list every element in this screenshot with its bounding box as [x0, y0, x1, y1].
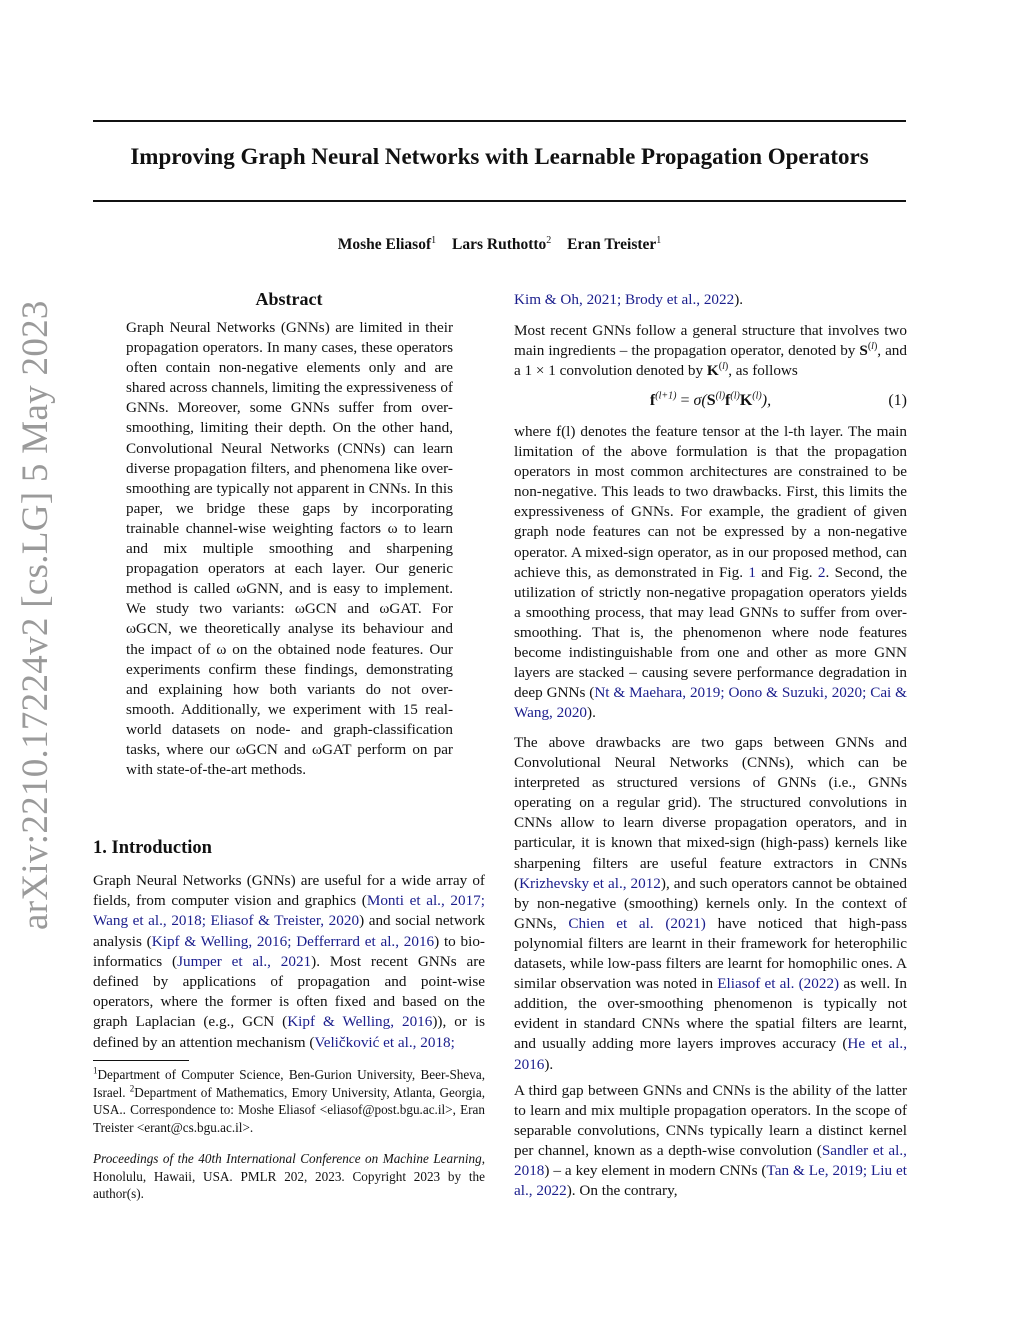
equation-body: $f^{(l+1)} = \sigma(S^{(l)}f^{(l)}K^{(l)})$,: [649, 390, 772, 409]
citation-link[interactable]: Tan & Le, 2019; Liu et al., 2022: [514, 1162, 907, 1200]
arxiv-stamp: arXiv:2210.17224v2 [cs.LG] 5 May 2023: [15, 300, 56, 930]
citation-link[interactable]: Jumper et al., 2021: [177, 952, 312, 970]
paragraph-structure: Most recent GNNs follow a general structure that involves two main ingredients – the propagation operator, denoted by $S^{(l)}$, and a 1 × 1 convolution denoted by $K^{(l)}$, as follows: [514, 322, 907, 380]
abstract-text: Graph Neural Networks (GNNs) are limited in their propagation operators. In many cases, these operators often contain non-negative elements only and are shared across channels, limiting the expressiveness of GNNs. Moreover, some GNNs suffer from over-smoothing, limiting their depth. On the other hand, Convolutional Neural Networks (CNNs) can learn diverse propagation filters, and phenomena like over-smoothing are typically not apparent in CNNs. In this paper, we bridge these gaps by incorporating trainable channel-wise weighting factors ω to learn and mix multiple smoothing and sharpening propagation operators at each layer. Our generic method is called ωGNN, and is easy to implement. We study two variants: ωGCN and ωGAT. For ωGCN, we theoretically analyse its behaviour and the impact of ω on the obtained node features. Our experiments confirm these findings, demonstrating and explaining how both variants do not over-smooth. Additionally, we experiment with 15 real-world datasets on node- and graph-classification tasks, where our ωGCN and ωGAT perform on par with state-of-the-art methods.: [126, 319, 453, 779]
paragraph-gaps: The above drawbacks are two gaps between GNNs and Convolutional Neural Networks (CNNs), which can be interpreted as structured versions of GNNs (i.e., GNNs operating on a regular grid). The structured convolutions in CNNs allow to learn diverse propagation operators, and in particular, it is known that mixed-sign (high-pass) kernels like sharpening filters are useful feature extractors in CNNs (Krizhevsky et al., 2012), and such operators cannot be obtained by non-negative (smoothing) kernels only. In the context of GNNs, Chien et al. (2021) have noticed that high-pass polynomial filters are learnt in their framework for heterophilic datasets, while low-pass filters are learnt for homophilic ones. A similar observation was noted in Eliasof et al. (2022) as well. In addition, the over-smoothing phenomenon is typically not evident in standard CNNs where the spatial filters are learnt, and usually adding more layers improves accuracy (He et al., 2016).: [514, 734, 908, 1073]
proceedings-note: Proceedings of the 40th International Conference on Machine Learning, Honolulu, Hawaii, USA. PMLR 202, 2023. Copyright 2023 by the author(s).: [93, 1151, 485, 1201]
citation-link[interactable]: Kipf & Welling, 2016; Defferrard et al., 2016: [151, 932, 435, 950]
citation-link[interactable]: Chien et al. (2021): [568, 914, 706, 932]
author-1: Moshe Eliasof$^1$: [337, 234, 437, 253]
equation-1: [514, 392, 907, 414]
citation-link[interactable]: Kim & Oh, 2021; Brody et al., 2022: [514, 291, 735, 308]
intro-paragraph-1: Graph Neural Networks (GNNs) are useful for a wide array of fields, from computer vision and graphics (Monti et al., 2017; Wang et al., 2018; Eliasof & Treister, 2020) and social network analysis (Kipf & Welling, 2016; Defferrard et al., 2016) to bio-informatics (Jumper et al., 2021). Most recent GNNs are defined by applications of propagation and point-wise operators, where the former is often fixed and based on the graph Laplacian (e.g., GCN (Kipf & Welling, 2016)), or is defined by an attention mechanism (Veličković et al., 2018;: [93, 872, 485, 1051]
citation-link[interactable]: Krizhevsky et al., 2012: [519, 874, 661, 892]
citation-link[interactable]: Eliasof et al. (2022): [717, 975, 840, 993]
figure-link[interactable]: 2: [817, 563, 826, 581]
title-rule: [93, 200, 906, 202]
affiliation-footnote: $^1$Department of Computer Science, Ben-Gurion University, Beer-Sheva, Israel. $^2$Department of Mathematics, Emory University, Atlanta, Georgia, USA.. Correspondence to: Moshe Eliasof <eliasof@post.bgu.ac.il>, Eran Treister <erant@cs.bgu.ac.il>.: [93, 1065, 485, 1135]
citation-link[interactable]: Nt & Maehara, 2019; Oono & Suzuki, 2020; Cai & Wang, 2020: [514, 684, 907, 722]
citation-link[interactable]: Kipf & Welling, 2016: [287, 1013, 433, 1031]
right-column-continuation: Kim & Oh, 2021; Brody et al., 2022).: [514, 291, 744, 308]
paragraph-limitations: where f(l) denotes the feature tensor at the l-th layer. The main limitation of the above formulation is that the propagation operators in most common architectures are constrained to be non-negative. This leads to two drawbacks. First, this limits the expressiveness of GNNs. For example, the gradient of given graph node features can not be expressed by a non-negative operator. A mixed-sign operator, as in our proposed method, can achieve this, as demonstrated in Fig. 1 and Fig. 2. Second, the utilization of strictly non-negative propagation operators yields a smoothing process, that may lead GNNs to suffer from over-smoothing. That is, the phenomenon where node features become indistinguishable from one and other as more GNN layers are stacked – causing severe performance degradation in deep GNNs (Nt & Maehara, 2019; Oono & Suzuki, 2020; Cai & Wang, 2020).: [514, 423, 908, 722]
author-2: Lars Ruthotto$^2$: [452, 234, 552, 253]
top-rule: [93, 120, 906, 122]
section-heading-introduction: 1. Introduction: [93, 838, 212, 858]
paper-title: Improving Graph Neural Networks with Learnable Propagation Operators: [130, 144, 869, 169]
abstract-heading: Abstract: [255, 289, 323, 309]
citation-link[interactable]: Monti et al., 2017; Wang et al., 2018; Eliasof & Treister, 2020: [93, 892, 485, 930]
citation-link[interactable]: Sandler et al., 2018: [514, 1142, 907, 1180]
paragraph-third-gap: A third gap between GNNs and CNNs is the ability of the latter to learn and mix multiple propagation operators. In the scope of separable convolutions, CNNs typically learn a distinct kernel per channel, known as a depth-wise convolution (Sandler et al., 2018) – a key element in modern CNNs (Tan & Le, 2019; Liu et al., 2022). On the contrary,: [514, 1082, 907, 1200]
author-3: Eran Treister$^1$: [567, 234, 662, 253]
citation-link[interactable]: Veličković et al., 2018;: [314, 1033, 455, 1051]
footnote-rule: [93, 1060, 189, 1061]
citation-link[interactable]: He et al., 2016: [514, 1035, 907, 1073]
author-list: [93, 236, 906, 254]
figure-link[interactable]: 1: [748, 563, 756, 581]
equation-number: (1): [888, 392, 907, 409]
